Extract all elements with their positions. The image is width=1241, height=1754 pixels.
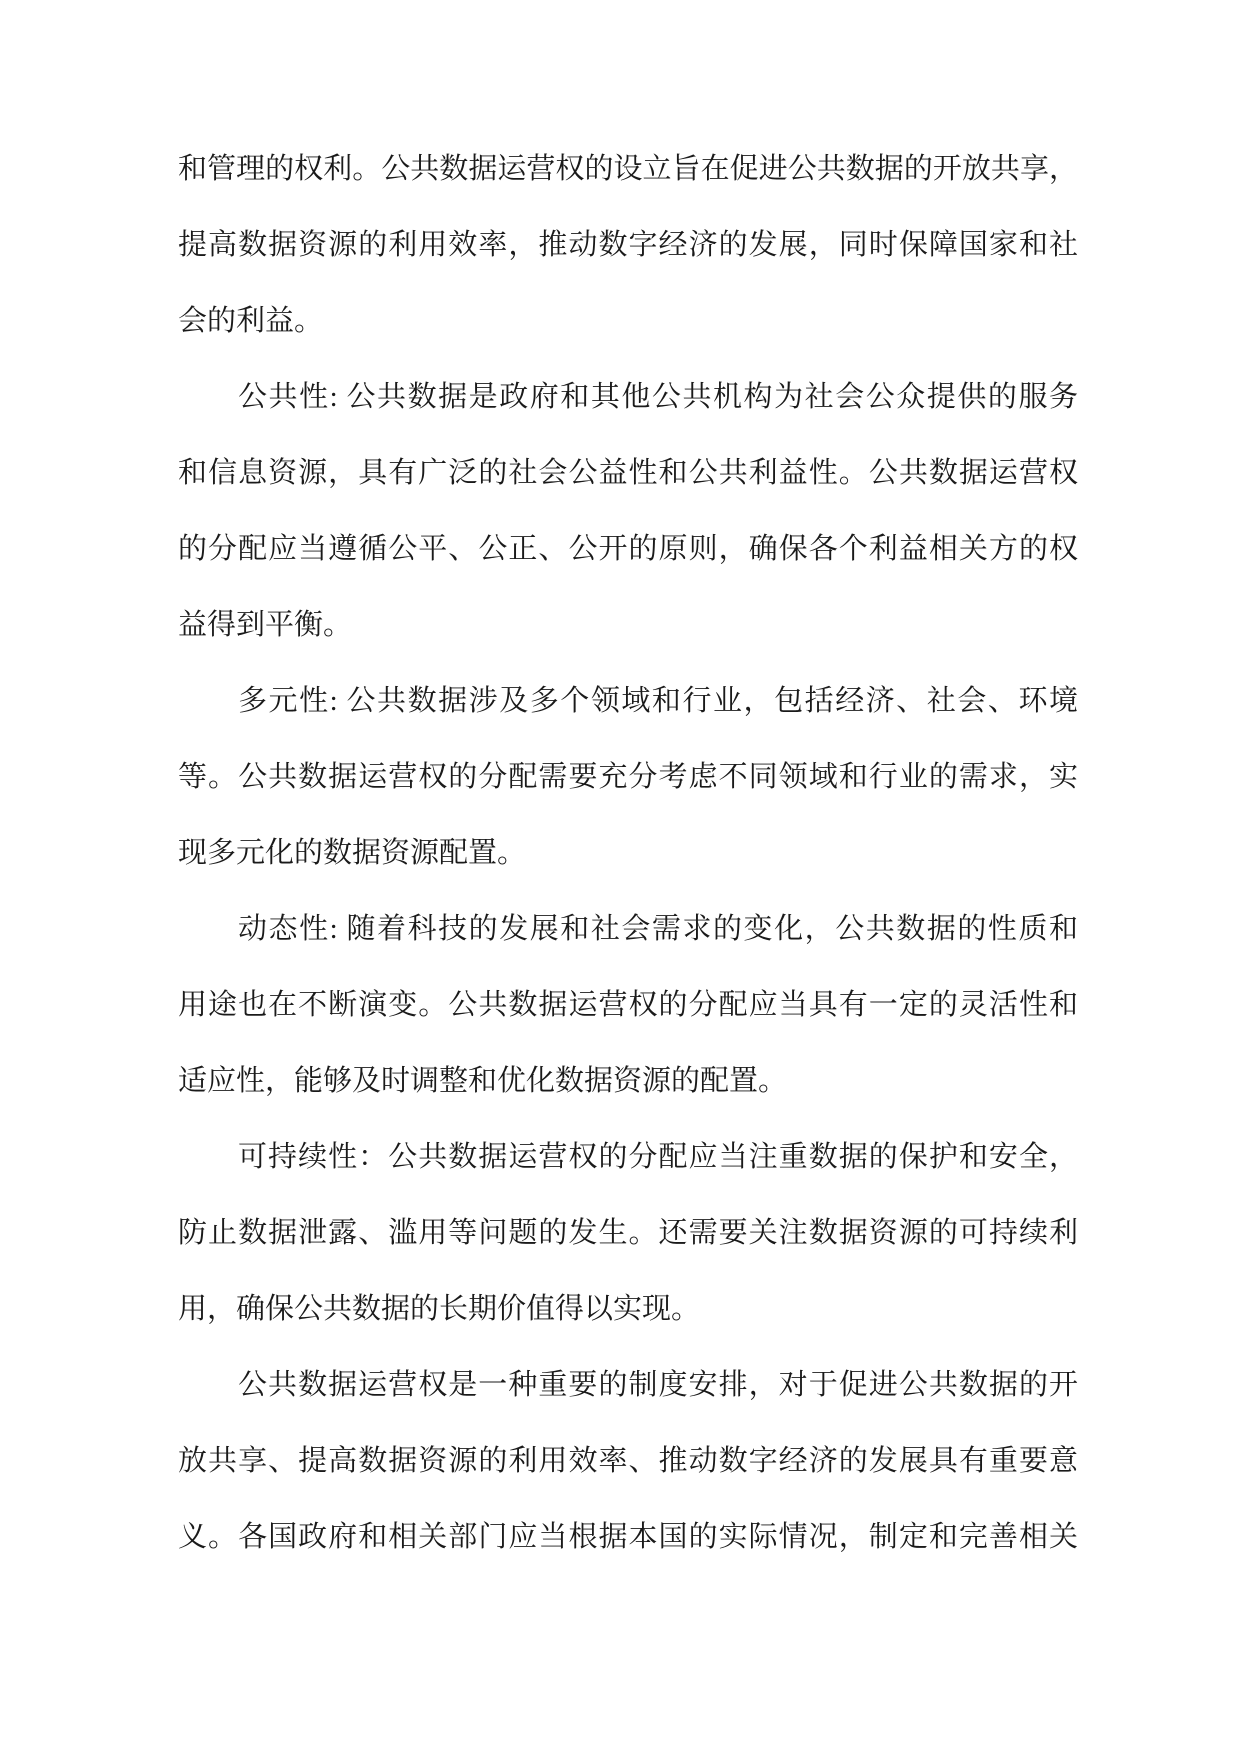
text-line: 用途也在不断演变。公共数据运营权的分配应当具有一定的灵活性和 [178,989,1078,1021]
text-line: 现多元化的数据资源配置。 [178,837,527,869]
text-line: 放共享、提高数据资源的利用效率、推动数字经济的发展具有重要意 [178,1445,1078,1477]
text-line: 公共性: 公共数据是政府和其他公共机构为社会公众提供的服务 [238,381,1078,413]
text-line: 会的利益。 [178,305,324,337]
text-line: 公共数据运营权是一种重要的制度安排，对于促进公共数据的开 [238,1369,1078,1401]
text-line: 等。公共数据运营权的分配需要充分考虑不同领域和行业的需求，实 [178,761,1078,793]
text-line: 的分配应当遵循公平、公正、公开的原则，确保各个利益相关方的权 [178,533,1078,565]
text-line: 和信息资源，具有广泛的社会公益性和公共利益性。公共数据运营权 [178,457,1078,489]
text-line: 防止数据泄露、滥用等问题的发生。还需要关注数据资源的可持续利 [178,1217,1078,1249]
text-line: 用，确保公共数据的长期价值得以实现。 [178,1293,701,1325]
text-line: 适应性，能够及时调整和优化数据资源的配置。 [178,1065,788,1097]
text-line: 多元性: 公共数据涉及多个领域和行业，包括经济、社会、环境 [238,685,1078,717]
text-line: 提高数据资源的利用效率，推动数字经济的发展，同时保障国家和社 [178,229,1078,261]
text-line: 益得到平衡。 [178,609,353,641]
text-line: 动态性: 随着科技的发展和社会需求的变化，公共数据的性质和 [238,913,1078,945]
text-line: 和管理的权利。公共数据运营权的设立旨在促进公共数据的开放共享， [178,153,1078,185]
document-text-block [178,131,1078,1575]
text-line: 可持续性：公共数据运营权的分配应当注重数据的保护和安全， [238,1141,1078,1173]
text-line: 义。各国政府和相关部门应当根据本国的实际情况，制定和完善相关 [178,1521,1078,1553]
